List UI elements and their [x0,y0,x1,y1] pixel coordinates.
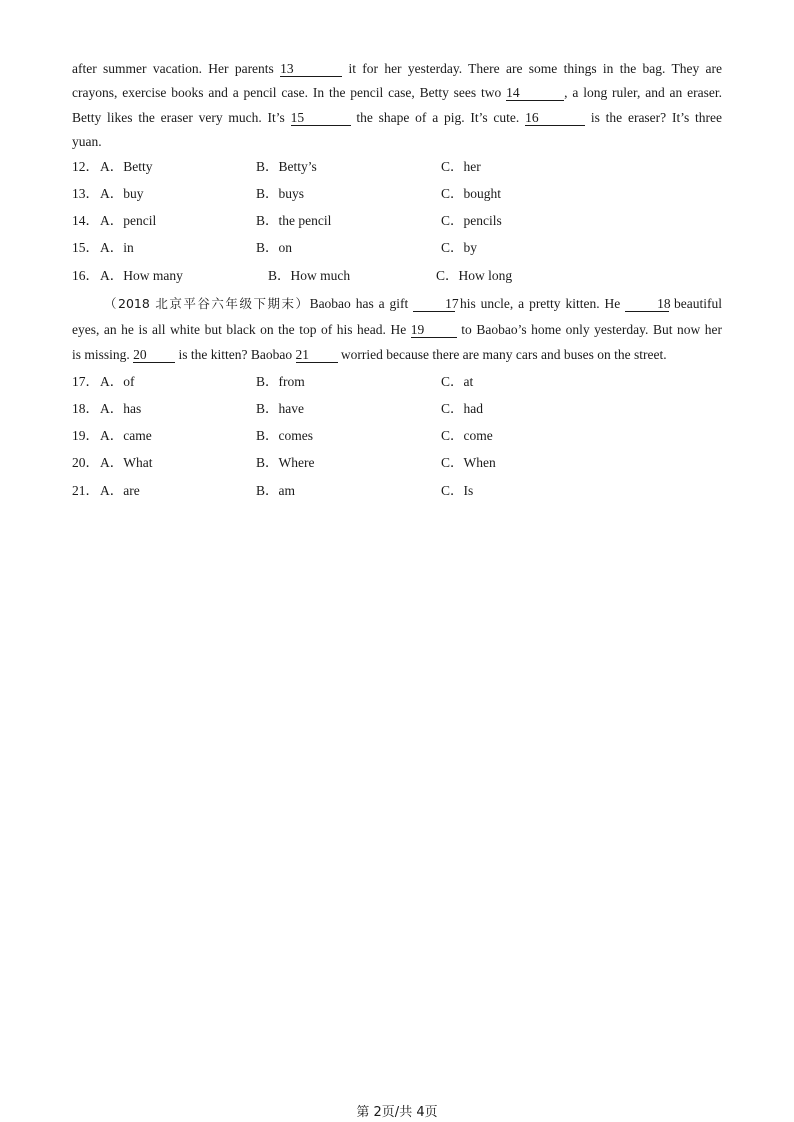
question-number: 21． [72,483,99,498]
passage-text: it for her yesterday. There are some things in the bag. They are [342,61,722,76]
blank-16: 16 [525,110,585,126]
option-c: C．When [441,455,496,470]
passage-text: worried because there are many cars and buses on the street. [337,347,667,362]
blank-21: 21 [296,347,338,363]
option-b: B．buys [256,186,305,201]
passage-text: to Baobao’s home only yesterday. But now her [456,321,723,337]
option-b: B．comes [256,428,313,443]
option-a: A．has [100,401,142,416]
passage-line [72,291,722,317]
option-b: B．Betty’s [256,159,317,174]
option-b: B．have [256,401,304,416]
passage-text: yuan. [72,133,102,149]
source-tag: （2018 北京平谷六年级下期末） [104,296,310,311]
option-b: B．from [256,374,305,389]
blank-20: 20 [133,347,175,363]
question-18 [72,399,722,419]
option-a: A．are [100,483,140,498]
passage-text: the shape of a pig. It’s cute. [350,109,526,125]
option-c: C．pencils [441,213,502,228]
cloze-passage-1 [72,57,722,154]
option-b: B．am [256,483,295,498]
question-17 [72,372,722,392]
question-number: 18． [72,401,99,416]
option-b: B．How much [268,268,351,283]
question-13 [72,184,722,204]
blank-13: 13 [280,61,342,77]
question-21 [72,481,722,501]
blank-18: 18 [625,296,669,312]
question-number: 12． [72,159,99,174]
option-c: C．her [441,159,481,174]
question-16 [72,266,722,286]
question-number: 17． [72,374,99,389]
passage-text: crayons, exercise books and a pencil case. In the pencil case, Betty sees two [72,85,507,101]
option-a: A．How many [100,268,183,283]
passage-text: beautiful [669,296,722,311]
blank-17: 17 [413,296,455,312]
passage-text: is the eraser? It’s three [585,109,722,125]
question-15 [72,238,722,258]
question-number: 13． [72,186,99,201]
passage-line [72,317,722,343]
page-footer: 第 2页/共 4页 [356,1105,438,1120]
option-b: B．Where [256,455,315,470]
option-c: C．by [441,240,478,255]
option-c: C．Is [441,483,474,498]
blank-19: 19 [411,322,457,338]
passage-text: , a long ruler, and an eraser. [564,85,722,101]
question-19 [72,426,722,446]
passage-text: is the kitten? Baobao [175,347,296,362]
option-a: A．Betty [100,159,153,174]
option-b: B．the pencil [256,213,332,228]
passage-line [72,57,722,81]
passage-line [72,130,722,154]
option-a: A．of [100,374,135,389]
option-a: A．What [100,455,153,470]
question-20 [72,453,722,473]
blank-14: 14 [506,85,564,101]
passage-line [72,106,722,130]
question-number: 16． [72,268,99,283]
option-b: B．on [256,240,293,255]
option-a: A．buy [100,186,144,201]
option-a: A．in [100,240,134,255]
question-number: 20． [72,455,99,470]
passage-text: eyes, an he is all white but black on the top of his head. He [72,321,411,337]
option-c: C．bought [441,186,502,201]
option-c: C．How long [436,268,513,283]
question-number: 19． [72,428,99,443]
blank-15: 15 [291,110,351,126]
question-number: 14． [72,213,99,228]
passage-text: Baobao has a gift [309,296,414,311]
passage-text: his uncle, a pretty kitten. He [455,296,626,311]
option-a: A．came [100,428,152,443]
passage-text: Betty likes the eraser very much. It’s [72,109,291,125]
passage-text: is missing. [72,347,134,362]
option-a: A．pencil [100,213,157,228]
option-c: C．had [441,401,483,416]
option-c: C．come [441,428,493,443]
question-12 [72,157,722,177]
passage-line [72,81,722,105]
question-number: 15． [72,240,99,255]
option-c: C．at [441,374,474,389]
question-14 [72,211,722,231]
passage-line [72,342,722,368]
passage-text: after summer vacation. Her parents [72,61,281,76]
cloze-passage-2 [72,291,722,368]
